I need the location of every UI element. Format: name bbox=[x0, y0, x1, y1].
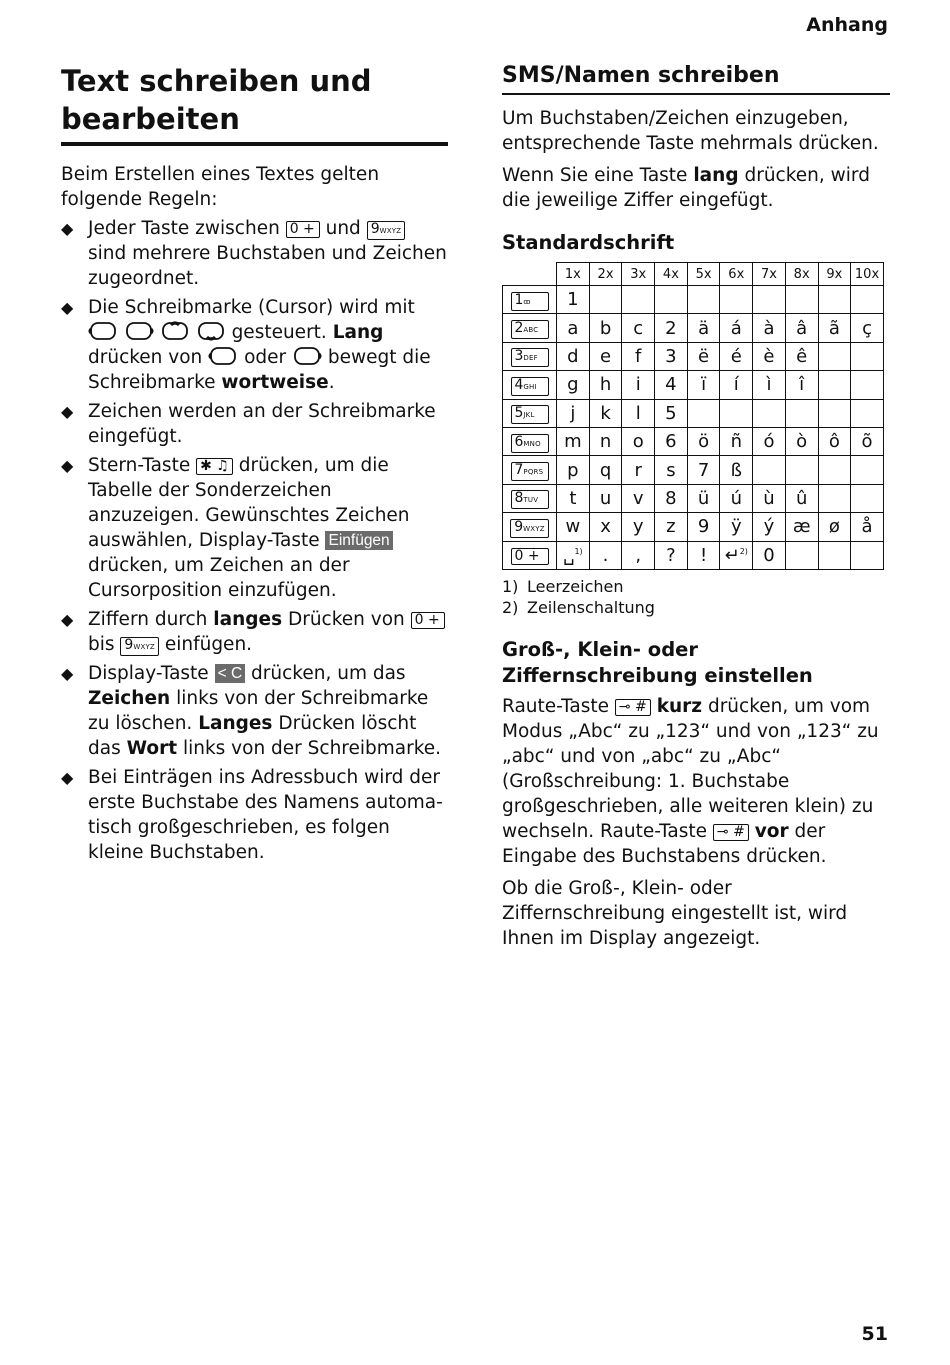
key-cell bbox=[503, 342, 557, 370]
intro-text: Beim Erstellen eines Textes gelten folgende Regeln: bbox=[61, 164, 380, 210]
list-item: ◆ Jeder Taste zwischen 0 + und 9WXYZ sind mehrere Buchstaben und Zeichen zugeordnet. bbox=[61, 218, 447, 289]
table-cell: ã bbox=[818, 314, 851, 342]
table-cell: 9 bbox=[687, 513, 720, 541]
key-4-icon: 4GHI bbox=[511, 377, 549, 396]
key-cell bbox=[503, 541, 557, 569]
table-cell: ö bbox=[687, 427, 720, 455]
footnote: 1) Leerzeichen bbox=[502, 576, 624, 596]
footnote: 2) Zeilenschaltung bbox=[502, 597, 655, 617]
table-cell: è bbox=[753, 342, 786, 370]
table-cell: ì bbox=[753, 371, 786, 399]
nav-right-icon bbox=[124, 321, 154, 341]
paragraph: Raute-Taste ⊸ # kurz drücken, um vom Modus „Abc“ zu „123“ und von „123“ zu „abc“ und von „abc“ zu „Abc“ (Großschreibung: 1. Buchstabe großgeschrieben, alle weiteren klein) zu wechseln. Raute-Taste ⊸ # vor der Eingabe des Buchstabens drücken. bbox=[502, 695, 879, 867]
table-cell: õ bbox=[851, 427, 884, 455]
table-cell: æ bbox=[785, 513, 818, 541]
table-cell: p bbox=[557, 456, 590, 484]
list-item: ◆ Bei Einträgen ins Adressbuch wird der erste Buchstabe des Namens automatisch großgeschrieben, es folgen kleine Buchstaben. bbox=[61, 767, 443, 863]
table-cell: w bbox=[557, 513, 590, 541]
table-row bbox=[503, 286, 884, 314]
list-item: ◆ Die Schreibmarke (Cursor) wird mit gesteuert. Lang drücken von oder bewegt die Schreibmarke wortweise. bbox=[61, 297, 431, 393]
table-cell: s bbox=[655, 456, 688, 484]
table-cell bbox=[785, 399, 818, 427]
table-cell: t bbox=[557, 484, 590, 512]
table-cell bbox=[851, 541, 884, 569]
paragraph: Um Buchstaben/Zeichen einzugeben, entsprechende Taste mehrmals drücken. bbox=[502, 108, 879, 154]
table-cell bbox=[753, 456, 786, 484]
table-cell: ↵$^{2)}$ bbox=[720, 541, 753, 569]
key-cell bbox=[503, 314, 557, 342]
table-cell: x bbox=[589, 513, 622, 541]
table-cell bbox=[818, 286, 851, 314]
header-cell: 10x bbox=[851, 263, 884, 286]
diamond-bullet-icon: ◆ bbox=[61, 298, 74, 317]
table-cell: ó bbox=[753, 427, 786, 455]
table-row bbox=[503, 342, 884, 370]
footnotes bbox=[502, 576, 890, 618]
table-cell: ? bbox=[655, 541, 688, 569]
diamond-bullet-icon: ◆ bbox=[61, 456, 74, 475]
header-cell: 6x bbox=[720, 263, 753, 286]
table-row bbox=[503, 314, 884, 342]
table-cell bbox=[720, 286, 753, 314]
table-cell: ù bbox=[753, 484, 786, 512]
table-cell bbox=[851, 399, 884, 427]
key-7-icon: 7PQRS bbox=[511, 462, 549, 481]
table-cell: n bbox=[589, 427, 622, 455]
table-row bbox=[503, 456, 884, 484]
table-cell bbox=[818, 456, 851, 484]
table-cell: à bbox=[753, 314, 786, 342]
table-cell: d bbox=[557, 342, 590, 370]
table-cell bbox=[753, 399, 786, 427]
table-row bbox=[503, 484, 884, 512]
table-cell bbox=[655, 286, 688, 314]
table-cell: e bbox=[589, 342, 622, 370]
key-5-icon: 5JKL bbox=[511, 405, 549, 424]
table-row bbox=[503, 399, 884, 427]
star-key-icon: ✱ ♫ bbox=[196, 458, 233, 475]
table-cell bbox=[720, 399, 753, 427]
list-item: ◆ Stern-Taste ✱ ♫ drücken, um die Tabelle der Sonderzeichen anzuzeigen. Gewünschtes Zeichen auswählen, Display-Taste Einfügen drücken, um Zeichen an der Cursorposition einzufügen. bbox=[61, 455, 410, 601]
key-9-icon: 9WXYZ bbox=[367, 221, 406, 240]
delete-softkey: < C bbox=[215, 664, 246, 683]
subheading-schreibung: Groß-, Klein- oder Ziffernschreibung einstellen bbox=[502, 637, 813, 687]
table-cell: å bbox=[851, 513, 884, 541]
table-cell: 7 bbox=[687, 456, 720, 484]
table-cell: j bbox=[557, 399, 590, 427]
table-cell: ú bbox=[720, 484, 753, 512]
table-cell: z bbox=[655, 513, 688, 541]
table-header-row bbox=[503, 263, 884, 286]
header-cell: 3x bbox=[622, 263, 655, 286]
diamond-bullet-icon: ◆ bbox=[61, 219, 74, 238]
table-cell bbox=[818, 371, 851, 399]
table-cell: 0 bbox=[753, 541, 786, 569]
table-cell: ß bbox=[720, 456, 753, 484]
diamond-bullet-icon: ◆ bbox=[61, 610, 74, 629]
table-cell: 1 bbox=[557, 286, 590, 314]
table-cell: ! bbox=[687, 541, 720, 569]
key-9-icon: 9WXYZ bbox=[120, 637, 159, 656]
key-1-icon: 1ꝏ bbox=[511, 292, 549, 311]
page-title: Text schreiben und bearbeiten bbox=[61, 62, 448, 146]
hash-key-icon: ⊸ # bbox=[615, 699, 651, 716]
table-cell: g bbox=[557, 371, 590, 399]
table-cell: ø bbox=[818, 513, 851, 541]
table-cell bbox=[851, 484, 884, 512]
table-cell: 4 bbox=[655, 371, 688, 399]
key-cell bbox=[503, 456, 557, 484]
table-cell bbox=[818, 484, 851, 512]
key-cell bbox=[503, 399, 557, 427]
header-cell: 9x bbox=[818, 263, 851, 286]
key-0-icon: 0 + bbox=[511, 548, 549, 565]
header-cell: 8x bbox=[785, 263, 818, 286]
nav-up-icon bbox=[160, 321, 190, 341]
table-cell: 8 bbox=[655, 484, 688, 512]
table-cell: ä bbox=[687, 314, 720, 342]
table-cell: û bbox=[785, 484, 818, 512]
table-cell: v bbox=[622, 484, 655, 512]
table-cell: m bbox=[557, 427, 590, 455]
table-cell: k bbox=[589, 399, 622, 427]
table-cell: é bbox=[720, 342, 753, 370]
paragraph: Wenn Sie eine Taste lang drücken, wird die jeweilige Ziffer eingefügt. bbox=[502, 165, 870, 211]
table-cell: ü bbox=[687, 484, 720, 512]
key-9-icon: 9WXYZ bbox=[510, 519, 549, 538]
key-cell bbox=[503, 513, 557, 541]
table-row bbox=[503, 513, 884, 541]
hash-key-icon: ⊸ # bbox=[713, 824, 749, 841]
table-cell bbox=[687, 399, 720, 427]
key-cell bbox=[503, 371, 557, 399]
key-0-icon: 0 + bbox=[411, 612, 445, 629]
table-cell: ô bbox=[818, 427, 851, 455]
table-cell: c bbox=[622, 314, 655, 342]
table-cell: ñ bbox=[720, 427, 753, 455]
table-cell: ÿ bbox=[720, 513, 753, 541]
table-cell: i bbox=[622, 371, 655, 399]
nav-down-icon bbox=[196, 321, 226, 341]
key-3-icon: 3DEF bbox=[511, 348, 549, 367]
section-heading-sms: SMS/Namen schreiben bbox=[502, 62, 890, 95]
table-cell bbox=[687, 286, 720, 314]
table-cell: f bbox=[622, 342, 655, 370]
list-item: ◆ Display-Taste < C drücken, um das Zeichen links von der Schreibmarke zu löschen. Langes Drücken löscht das Wort links von der Schreibmarke. bbox=[61, 663, 442, 759]
table-cell: b bbox=[589, 314, 622, 342]
table-cell bbox=[818, 342, 851, 370]
table-cell: ê bbox=[785, 342, 818, 370]
table-cell: l bbox=[622, 399, 655, 427]
table-cell: í bbox=[720, 371, 753, 399]
table-cell: , bbox=[622, 541, 655, 569]
key-0-icon: 0 + bbox=[286, 221, 320, 238]
table-cell bbox=[622, 286, 655, 314]
table-cell: a bbox=[557, 314, 590, 342]
page-number: 51 bbox=[861, 1323, 888, 1345]
nav-right-icon bbox=[292, 346, 322, 366]
table-cell bbox=[818, 541, 851, 569]
table-cell: î bbox=[785, 371, 818, 399]
table-cell: ò bbox=[785, 427, 818, 455]
left-column bbox=[61, 62, 448, 865]
table-cell: â bbox=[785, 314, 818, 342]
table-cell: o bbox=[622, 427, 655, 455]
header-cell: 1x bbox=[557, 263, 590, 286]
table-cell bbox=[851, 456, 884, 484]
table-row bbox=[503, 427, 884, 455]
table-cell bbox=[589, 286, 622, 314]
table-cell: h bbox=[589, 371, 622, 399]
table-cell: . bbox=[589, 541, 622, 569]
table-cell: 3 bbox=[655, 342, 688, 370]
table-cell bbox=[753, 286, 786, 314]
table-cell: u bbox=[589, 484, 622, 512]
nav-left-icon bbox=[88, 321, 118, 341]
table-cell bbox=[785, 286, 818, 314]
table-cell bbox=[851, 286, 884, 314]
table-cell bbox=[851, 371, 884, 399]
table-cell: q bbox=[589, 456, 622, 484]
table-cell: ë bbox=[687, 342, 720, 370]
table-cell: r bbox=[622, 456, 655, 484]
table-cell bbox=[851, 342, 884, 370]
table-row bbox=[503, 541, 884, 569]
paragraph: Ob die Groß-, Klein- oder Ziffernschreibung eingestellt ist, wird Ihnen im Display angezeigt. bbox=[502, 877, 848, 949]
header-cell: 2x bbox=[589, 263, 622, 286]
key-cell bbox=[503, 484, 557, 512]
key-2-icon: 2ABC bbox=[511, 320, 549, 339]
key-cell bbox=[503, 286, 557, 314]
diamond-bullet-icon: ◆ bbox=[61, 664, 74, 683]
key-8-icon: 8TUV bbox=[511, 490, 549, 509]
subheading-standardschrift: Standardschrift bbox=[502, 231, 675, 254]
table-cell: 5 bbox=[655, 399, 688, 427]
section-label: Anhang bbox=[806, 14, 888, 36]
table-cell bbox=[818, 399, 851, 427]
list-item: ◆ Zeichen werden an der Schreibmarke eingefügt. bbox=[61, 401, 436, 447]
rules-list bbox=[61, 216, 448, 865]
table-cell bbox=[785, 456, 818, 484]
right-column bbox=[502, 62, 890, 951]
einfuegen-softkey: Einfügen bbox=[325, 531, 392, 550]
table-row bbox=[503, 371, 884, 399]
key-6-icon: 6MNO bbox=[511, 434, 549, 453]
diamond-bullet-icon: ◆ bbox=[61, 402, 74, 421]
character-table bbox=[502, 262, 884, 570]
table-cell: 2 bbox=[655, 314, 688, 342]
table-cell: ␣$^{1)}$ bbox=[557, 541, 590, 569]
header-cell: 4x bbox=[655, 263, 688, 286]
header-cell: 5x bbox=[687, 263, 720, 286]
header-cell: 7x bbox=[753, 263, 786, 286]
table-cell: ï bbox=[687, 371, 720, 399]
table-cell: 6 bbox=[655, 427, 688, 455]
table-cell: y bbox=[622, 513, 655, 541]
list-item: ◆ Ziffern durch langes Drücken von 0 + bis 9WXYZ einfügen. bbox=[61, 607, 448, 657]
key-cell bbox=[503, 427, 557, 455]
diamond-bullet-icon: ◆ bbox=[61, 768, 74, 787]
table-cell bbox=[785, 541, 818, 569]
nav-left-icon bbox=[208, 346, 238, 366]
table-cell: ç bbox=[851, 314, 884, 342]
table-cell: ý bbox=[753, 513, 786, 541]
table-cell: á bbox=[720, 314, 753, 342]
